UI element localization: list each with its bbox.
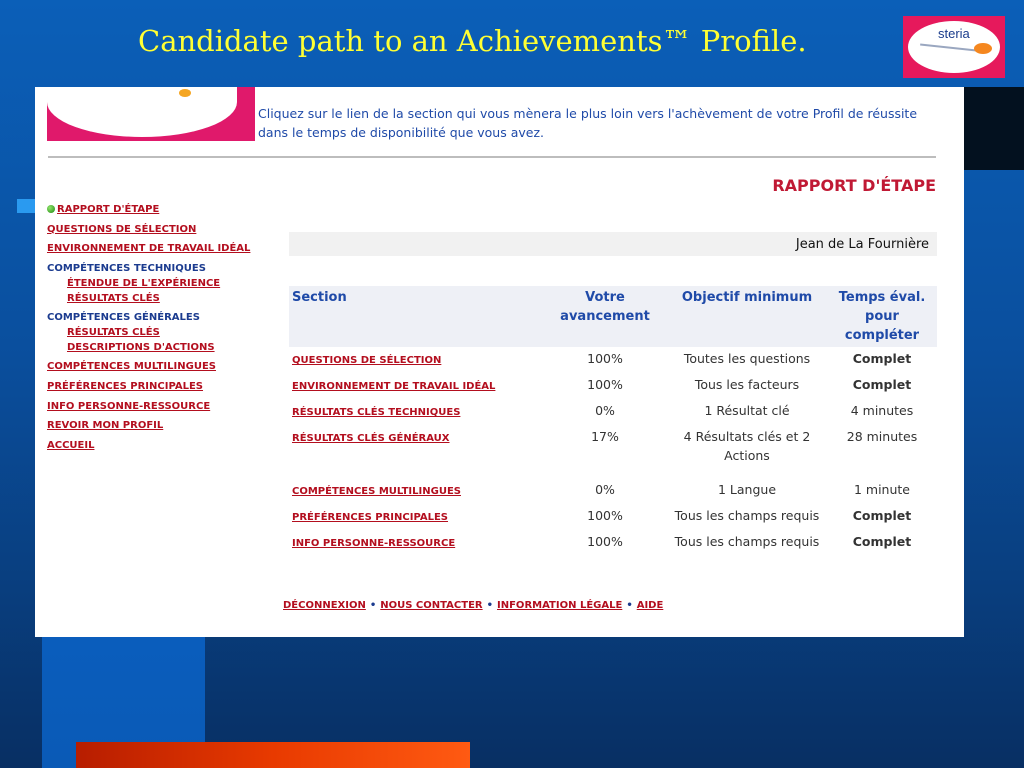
logo-text: steria bbox=[938, 26, 970, 41]
objective-value: 4 Résultats clés et 2 Actions bbox=[683, 429, 811, 463]
left-navigation bbox=[47, 203, 297, 454]
table-row bbox=[289, 530, 937, 556]
header-graphic-mark-icon bbox=[179, 89, 191, 97]
objective-value: Tous les facteurs bbox=[694, 377, 800, 392]
section-link-info[interactable]: INFO PERSONNE-RESSOURCE bbox=[292, 538, 456, 549]
column-header-progress: Votre avancement bbox=[543, 286, 667, 347]
column-header-objective: Objectif minimum bbox=[667, 286, 827, 347]
header-graphic-ellipse bbox=[47, 87, 237, 137]
table-row bbox=[289, 425, 937, 468]
section-link-resultats-techniques[interactable]: RÉSULTATS CLÉS TECHNIQUES bbox=[292, 407, 461, 418]
steria-logo bbox=[903, 16, 1005, 78]
nav-link-preferences[interactable]: PRÉFÉRENCES PRINCIPALES bbox=[47, 381, 204, 393]
objective-value: Toutes les questions bbox=[683, 351, 811, 366]
footer-separator: • bbox=[626, 600, 633, 611]
logo-badge bbox=[908, 21, 1000, 73]
nav-link-rapport-label: RAPPORT D'ÉTAPE bbox=[57, 204, 160, 215]
time-value: 28 minutes bbox=[846, 429, 918, 444]
nav-heading-competences-techniques: COMPÉTENCES TECHNIQUES bbox=[47, 263, 206, 275]
help-link[interactable]: AIDE bbox=[636, 600, 664, 611]
intro-text: Cliquez sur le lien de la section qui vous mènera le plus loin vers l'achèvement de votre Profil de réussite dans le temps de disponibilité que vous avez. bbox=[258, 106, 918, 140]
column-header-section: Section bbox=[289, 286, 543, 347]
objective-value: 1 Langue bbox=[717, 482, 777, 497]
footer-links bbox=[283, 600, 663, 611]
time-value: Complet bbox=[852, 508, 912, 523]
nav-link-accueil[interactable]: ACCUEIL bbox=[47, 440, 95, 452]
time-value: 1 minute bbox=[853, 482, 910, 497]
table-row bbox=[289, 373, 937, 399]
table-header-row bbox=[289, 286, 937, 347]
nav-link-info[interactable]: INFO PERSONNE-RESSOURCE bbox=[47, 400, 211, 412]
section-link-questions[interactable]: QUESTIONS DE SÉLECTION bbox=[292, 355, 442, 366]
objective-value: Tous les champs requis bbox=[674, 534, 820, 549]
time-value: Complet bbox=[852, 351, 912, 366]
logout-link[interactable]: DÉCONNEXION bbox=[283, 600, 366, 611]
nav-link-environnement[interactable]: ENVIRONNEMENT DE TRAVAIL IDÉAL bbox=[47, 243, 251, 255]
objective-value: 1 Résultat clé bbox=[704, 403, 790, 418]
progress-table bbox=[289, 286, 937, 556]
progress-value: 100% bbox=[587, 377, 623, 392]
section-link-environnement[interactable]: ENVIRONNEMENT DE TRAVAIL IDÉAL bbox=[292, 381, 496, 392]
current-page-bullet-icon bbox=[47, 205, 55, 213]
slide-bullet-square bbox=[17, 199, 35, 213]
nav-link-revoir[interactable]: REVOIR MON PROFIL bbox=[47, 420, 164, 432]
progress-value: 17% bbox=[591, 429, 619, 444]
footer-separator: • bbox=[369, 600, 377, 611]
nav-link-questions[interactable]: QUESTIONS DE SÉLECTION bbox=[47, 223, 197, 235]
column-header-time: Temps éval. pour compléter bbox=[827, 286, 937, 347]
nav-link-etendue[interactable]: ÉTENDUE DE L'EXPÉRIENCE bbox=[67, 277, 221, 289]
nav-link-resultats-cles-techniques[interactable]: RÉSULTATS CLÉS bbox=[67, 292, 160, 304]
user-name: Jean de La Fournière bbox=[795, 237, 929, 252]
time-value: Complet bbox=[852, 377, 912, 392]
nav-link-resultats-cles-generaux[interactable]: RÉSULTATS CLÉS bbox=[67, 326, 160, 338]
slide-decoration-dark-box bbox=[964, 87, 1024, 170]
progress-value: 100% bbox=[587, 508, 623, 523]
section-link-preferences[interactable]: PRÉFÉRENCES PRINCIPALES bbox=[292, 512, 449, 523]
page-heading: RAPPORT D'ÉTAPE bbox=[772, 176, 936, 195]
logo-dot-icon bbox=[974, 43, 992, 54]
table-row bbox=[289, 399, 937, 425]
section-link-multilingues[interactable]: COMPÉTENCES MULTILINGUES bbox=[292, 486, 461, 497]
header-graphic bbox=[47, 87, 255, 141]
table-row bbox=[289, 504, 937, 530]
nav-link-rapport[interactable] bbox=[47, 203, 297, 218]
legal-info-link[interactable]: INFORMATION LÉGALE bbox=[497, 600, 623, 611]
table-row bbox=[289, 468, 937, 504]
slide-title: Candidate path to an Achievements™ Profile. bbox=[138, 24, 807, 58]
objective-value: Tous les champs requis bbox=[674, 508, 820, 523]
nav-link-descriptions[interactable]: DESCRIPTIONS D'ACTIONS bbox=[67, 341, 215, 353]
progress-value: 100% bbox=[587, 534, 623, 549]
slide-decoration-bottom-bar bbox=[76, 742, 470, 768]
table-row bbox=[289, 347, 937, 373]
progress-value: 100% bbox=[587, 351, 623, 366]
contact-link[interactable]: NOUS CONTACTER bbox=[380, 600, 483, 611]
footer-separator: • bbox=[486, 600, 494, 611]
progress-value: 0% bbox=[595, 482, 615, 497]
section-link-resultats-generaux[interactable]: RÉSULTATS CLÉS GÉNÉRAUX bbox=[292, 433, 450, 444]
user-name-bar bbox=[289, 232, 937, 256]
nav-link-multilingues[interactable]: COMPÉTENCES MULTILINGUES bbox=[47, 361, 216, 373]
time-value: Complet bbox=[852, 534, 912, 549]
header-divider bbox=[48, 156, 936, 158]
nav-heading-competences-generales: COMPÉTENCES GÉNÉRALES bbox=[47, 312, 200, 324]
time-value: 4 minutes bbox=[850, 403, 914, 418]
web-page-screenshot bbox=[35, 87, 964, 637]
progress-value: 0% bbox=[595, 403, 615, 418]
